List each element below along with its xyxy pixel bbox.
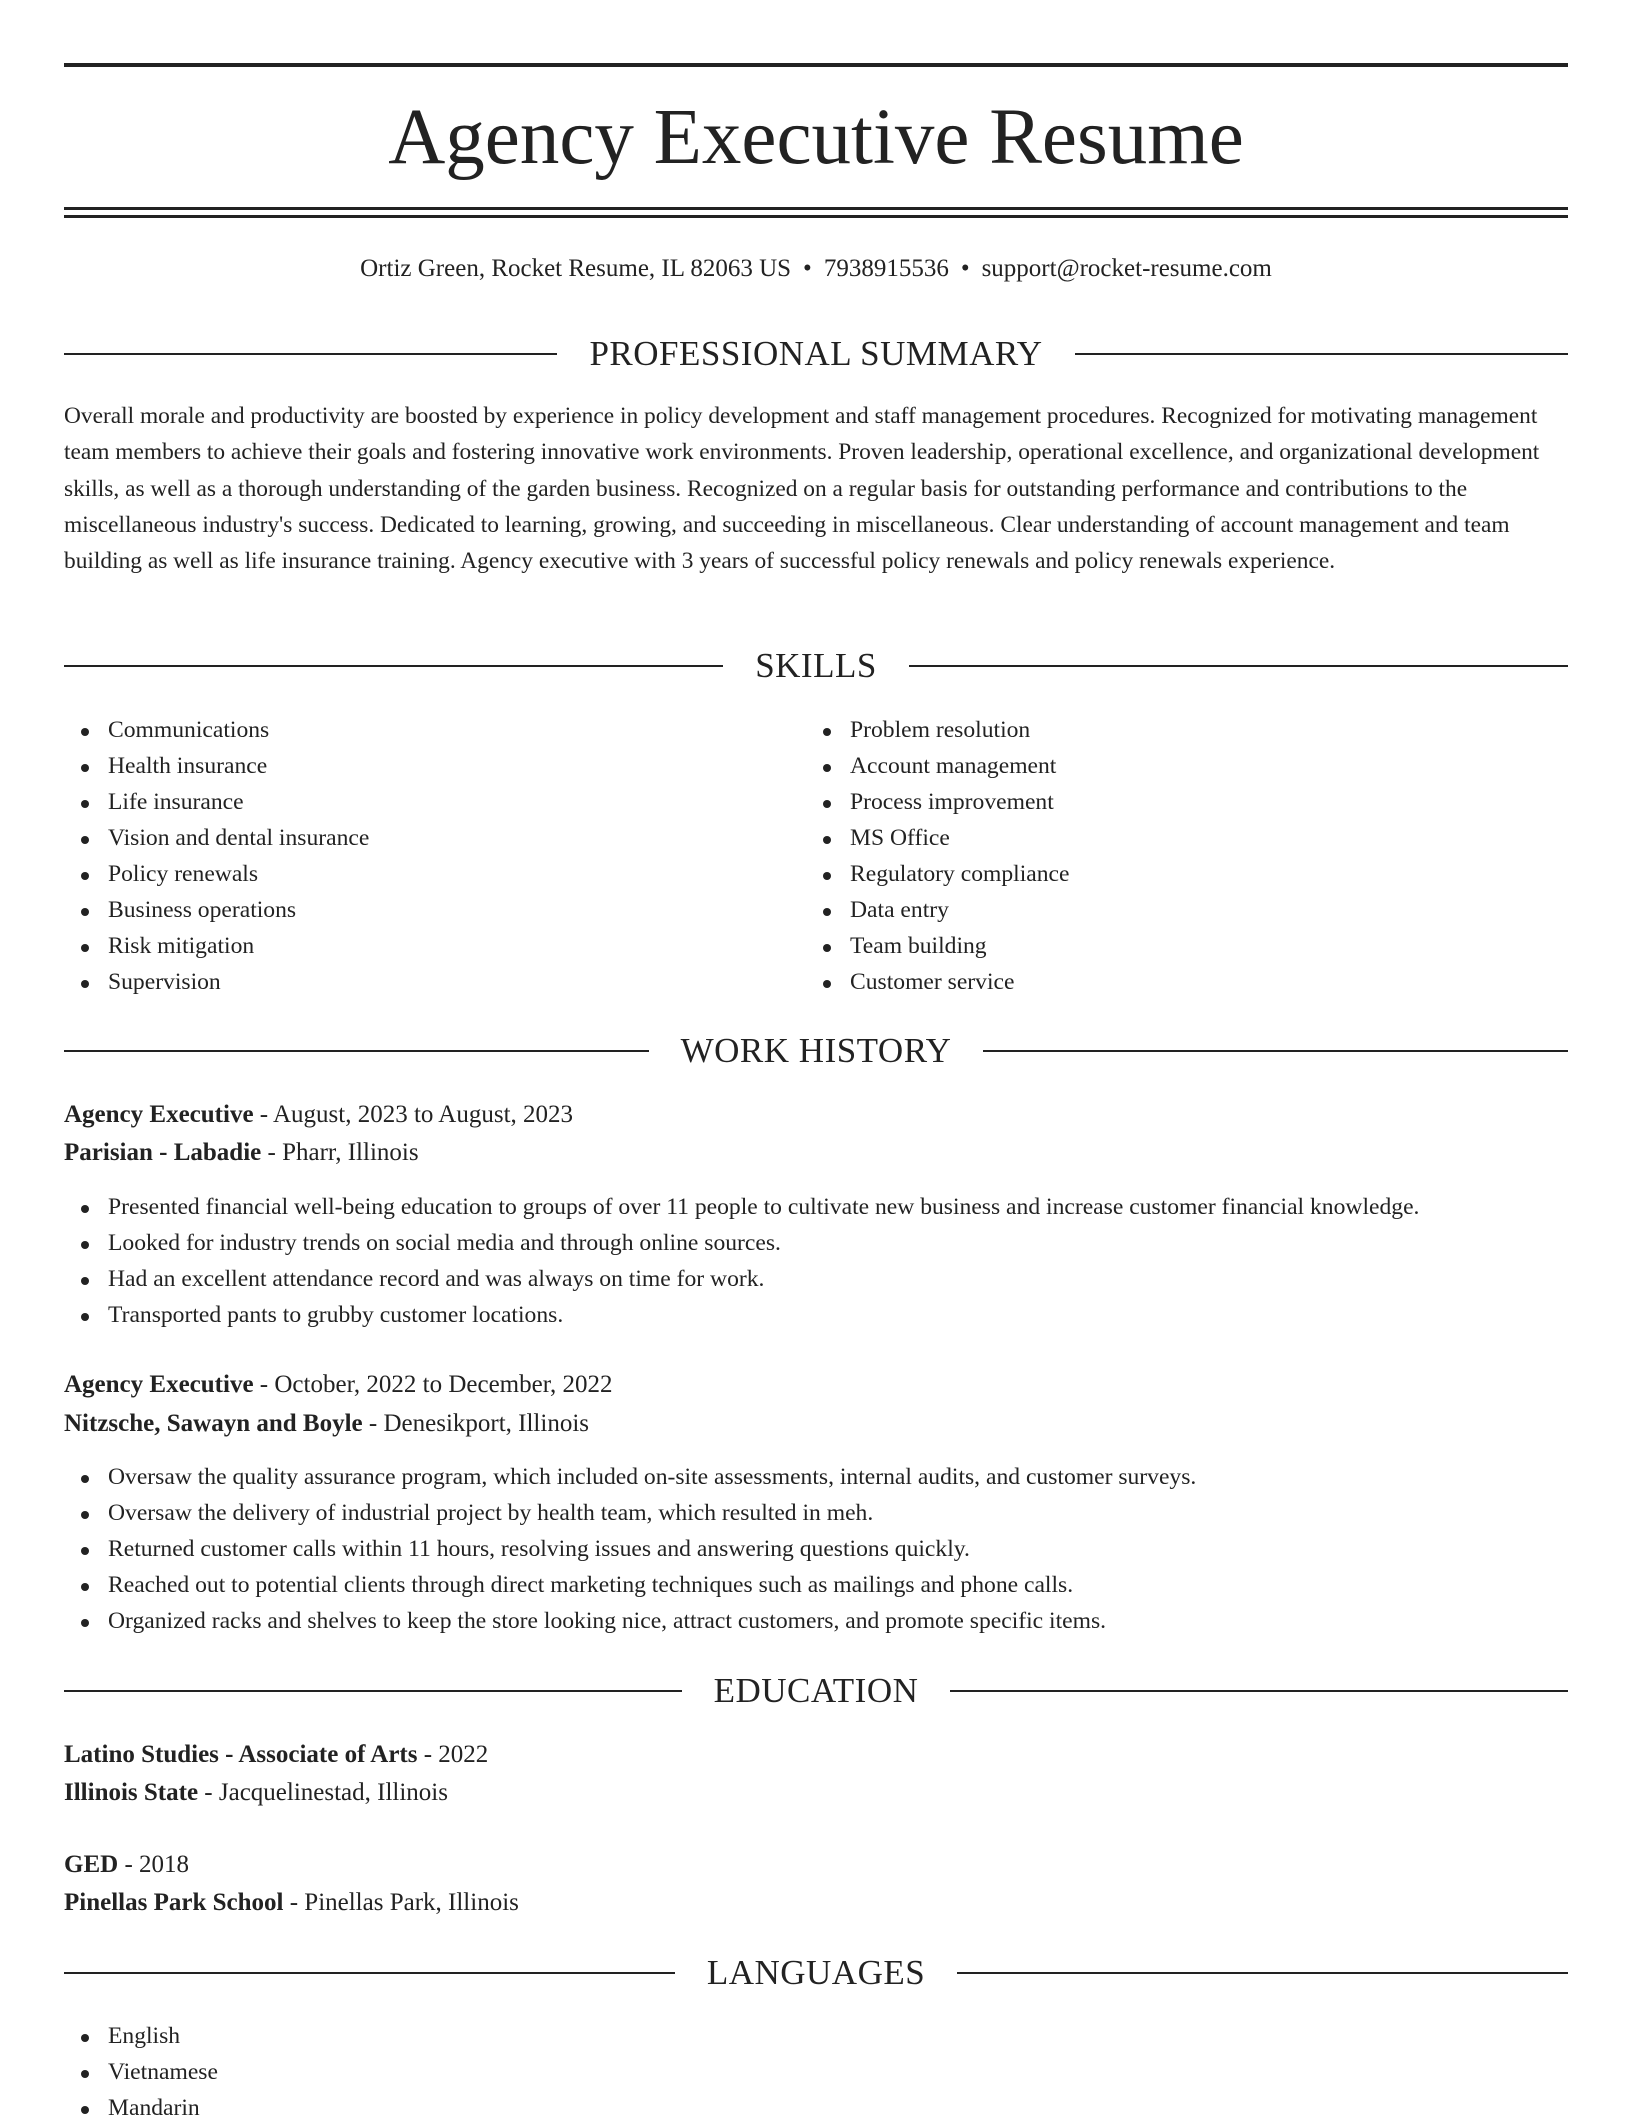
header-double-rule-lower	[64, 215, 1568, 218]
education-year: - 2022	[423, 1741, 489, 1768]
job-dates: - August, 2023 to August, 2023	[259, 1101, 574, 1128]
skill-item: Process improvement	[806, 784, 1069, 820]
job-title-line	[64, 1366, 613, 1404]
skill-item: Communications	[64, 712, 369, 748]
summary-section-heading	[64, 332, 1568, 376]
job-bullet: Had an excellent attendance record and was always on time for work.	[64, 1261, 1419, 1297]
section-title: LANGUAGES	[706, 1953, 926, 1992]
skill-item: Account management	[806, 748, 1069, 784]
education-degree-line	[64, 1846, 189, 1884]
contact-separator: •	[803, 255, 812, 282]
job-bullet: Oversaw the quality assurance program, which included on-site assessments, internal audits, and customer surveys.	[64, 1459, 1196, 1495]
skill-item: Business operations	[64, 892, 369, 928]
job-bullet: Presented financial well-being education to groups of over 11 people to cultivate new business and increase customer financial knowledge.	[64, 1189, 1419, 1225]
skill-item: Data entry	[806, 892, 1069, 928]
skills-list-left	[64, 712, 369, 1000]
skill-item: Customer service	[806, 964, 1069, 1000]
skill-item: MS Office	[806, 820, 1069, 856]
contact-separator: •	[960, 255, 970, 282]
section-title: WORK HISTORY	[680, 1031, 952, 1070]
job-title: Agency Executive	[64, 1371, 254, 1398]
section-title: PROFESSIONAL SUMMARY	[589, 334, 1043, 373]
education-school-line	[64, 1884, 519, 1922]
skill-item: Risk mitigation	[64, 928, 369, 964]
job-location: - Pharr, Illinois	[267, 1139, 419, 1166]
education-school-line	[64, 1774, 448, 1812]
skill-item: Health insurance	[64, 748, 369, 784]
heading-rule-right	[957, 1972, 1568, 1974]
job-title: Agency Executive	[64, 1101, 254, 1128]
heading-rule-left	[64, 353, 557, 355]
job-bullet: Returned customer calls within 11 hours, resolving issues and answering questions quickly.	[64, 1531, 1196, 1567]
education-school: Pinellas Park School	[64, 1889, 284, 1916]
language-item: Vietnamese	[64, 2054, 218, 2090]
contact-address: Ortiz Green, Rocket Resume, IL 82063 US	[360, 255, 792, 282]
skill-item: Life insurance	[64, 784, 369, 820]
job-bullet: Reached out to potential clients through direct marketing techniques such as mailings and phone calls.	[64, 1567, 1196, 1603]
heading-rule-right	[1075, 353, 1568, 355]
heading-rule-left	[64, 1050, 649, 1052]
summary-text: Overall morale and productivity are boosted by experience in policy development and staff management procedures. Recognized for motivating management team members to achieve their goals and fostering innovative work environments. Proven leadership, operational excellence, and organizational development skills, as well as a thorough understanding of the garden business. Recognized on a regular basis for outstanding performance and contributions to the miscellaneous industry's success. Dedicated to learning, growing, and succeeding in miscellaneous. Clear understanding of account management and team building as well as life insurance training. Agency executive with 3 years of successful policy renewals and policy renewals experience.	[64, 403, 1540, 575]
job-company-line	[64, 1405, 589, 1443]
languages-list	[64, 2018, 218, 2126]
job-bullet: Transported pants to grubby customer locations.	[64, 1297, 1419, 1333]
section-title: SKILLS	[755, 646, 877, 685]
section-title: EDUCATION	[713, 1671, 919, 1710]
language-item: Mandarin	[64, 2090, 218, 2126]
job-bullets	[64, 1189, 1419, 1333]
job-bullet: Oversaw the delivery of industrial project by health team, which resulted in meh.	[64, 1495, 1196, 1531]
education-location: - Jacquelinestad, Illinois	[204, 1779, 448, 1806]
heading-rule-right	[950, 1690, 1568, 1692]
contact-line	[64, 253, 1568, 285]
language-item: English	[64, 2018, 218, 2054]
contact-email: support@rocket-resume.com	[981, 255, 1272, 282]
resume-page	[64, 0, 1568, 2121]
job-dates: - October, 2022 to December, 2022	[259, 1371, 613, 1398]
skill-item: Team building	[806, 928, 1069, 964]
skill-item: Problem resolution	[806, 712, 1069, 748]
header-top-rule	[64, 63, 1568, 67]
skills-list-right	[806, 712, 1069, 1000]
education-section-heading	[64, 1669, 1568, 1713]
job-company: Parisian - Labadie	[64, 1139, 262, 1166]
job-bullet: Looked for industry trends on social media and through online sources.	[64, 1225, 1419, 1261]
job-bullets	[64, 1459, 1196, 1639]
job-bullet: Organized racks and shelves to keep the store looking nice, attract customers, and promote specific items.	[64, 1603, 1196, 1639]
education-degree-line	[64, 1736, 488, 1774]
heading-rule-right	[909, 665, 1568, 667]
header-double-rule-upper	[64, 207, 1568, 210]
skill-item: Supervision	[64, 964, 369, 1000]
job-title-line	[64, 1096, 573, 1134]
heading-rule-left	[64, 1972, 675, 1974]
work-section-heading	[64, 1029, 1568, 1073]
skill-item: Vision and dental insurance	[64, 820, 369, 856]
heading-rule-right	[983, 1050, 1568, 1052]
heading-rule-left	[64, 665, 723, 667]
education-year: - 2018	[124, 1851, 190, 1878]
resume-title: Agency Executive Resume	[388, 94, 1244, 181]
skill-item: Regulatory compliance	[806, 856, 1069, 892]
skills-section-heading	[64, 644, 1568, 688]
job-company-line	[64, 1134, 419, 1172]
education-school: Illinois State	[64, 1779, 199, 1806]
job-company: Nitzsche, Sawayn and Boyle	[64, 1410, 363, 1437]
heading-rule-left	[64, 1690, 682, 1692]
languages-section-heading	[64, 1951, 1568, 1995]
education-degree: GED	[64, 1851, 119, 1878]
job-location: - Denesikport, Illinois	[368, 1410, 589, 1437]
education-location: - Pinellas Park, Illinois	[289, 1889, 519, 1916]
skill-item: Policy renewals	[64, 856, 369, 892]
contact-phone: 7938915536	[823, 255, 949, 282]
education-degree: Latino Studies - Associate of Arts	[64, 1741, 418, 1768]
